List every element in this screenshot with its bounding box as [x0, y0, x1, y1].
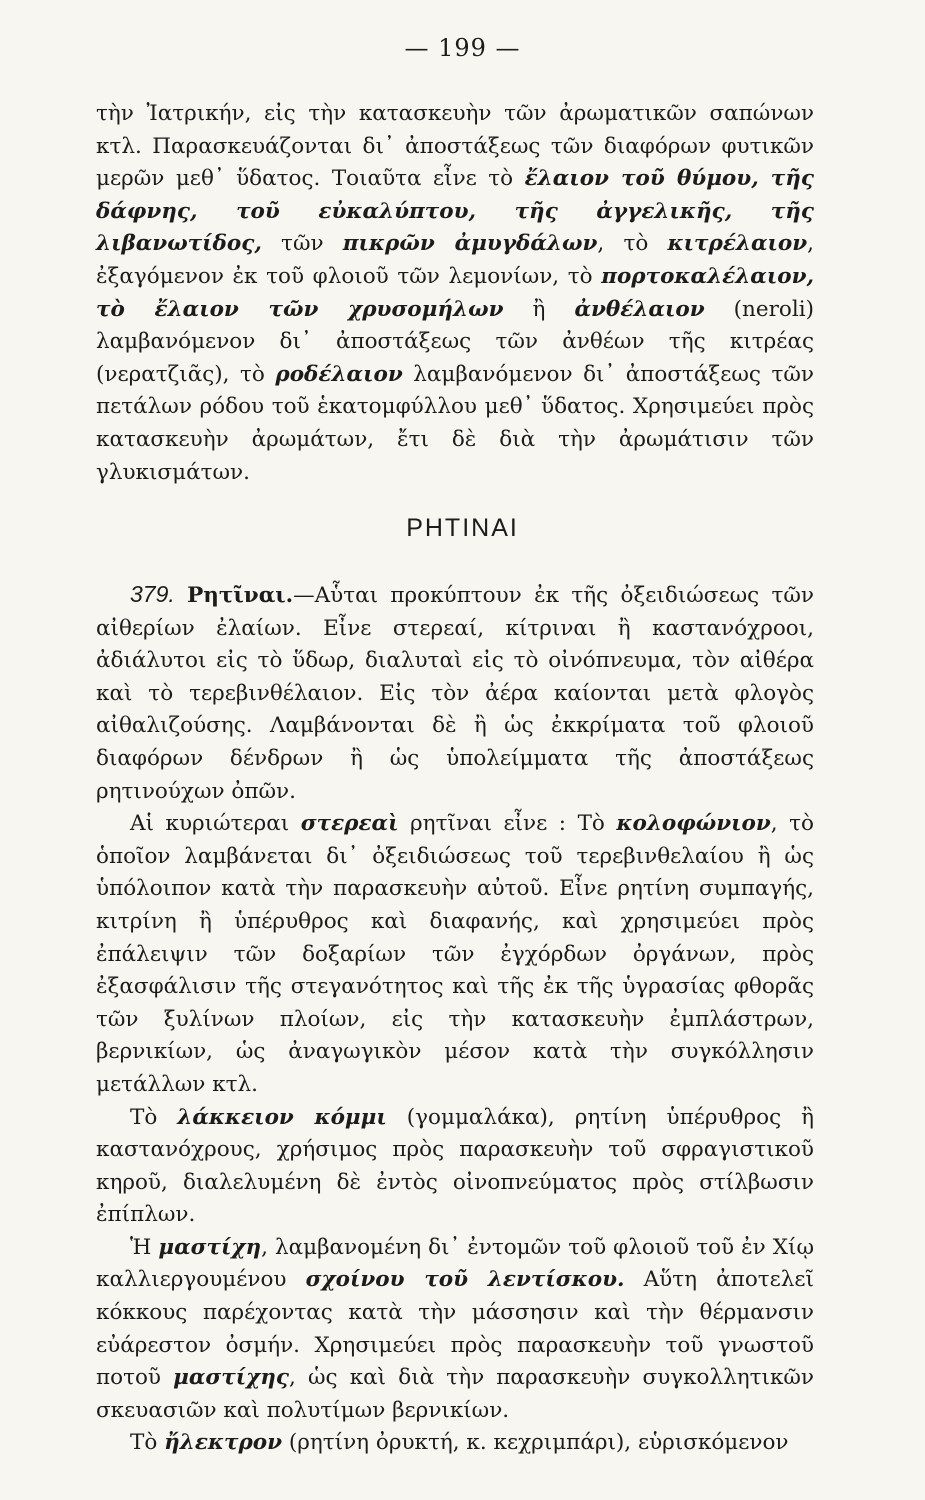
emphasis-text: ἤλεκτρον: [164, 1430, 283, 1456]
emphasis-text: σχοίνου τοῦ λεντίσκου.: [305, 1267, 625, 1293]
emphasis-text: κολοφώνιον: [616, 811, 771, 837]
section-number: 379.: [130, 581, 175, 607]
emphasis-text: λάκκειον κόμμι: [177, 1104, 387, 1130]
emphasis-text: στερεαὶ: [300, 811, 399, 837]
section-title: Ρητῖναι.: [187, 583, 294, 608]
paragraph-mastic: Ἡ μαστίχη, λαμβανομένη δι᾽ ἐντομῶν τοῦ φλοιοῦ τοῦ ἐν Χίῳ καλλιεργουμένου σχοίνου τοῦ λεντίσκου. Αὕτη ἀποτελεῖ κόκκους παρέχοντας κατὰ τὴν μάσσησιν καὶ τὴν θέρμανσιν εὐάρεστον ὀσμήν. Χρησιμεύει πρὸς παρασκευὴν τοῦ γνωστοῦ ποτοῦ μαστίχης, ὡς καὶ διὰ τὴν παρασκευὴν συγκολλητικῶν σκευασιῶν καὶ πολυτίμων βερνικίων.: [96, 1234, 815, 1423]
page-number: — 199 —: [404, 34, 521, 62]
paragraph-essential-oils: τὴν Ἰατρικήν, εἰς τὴν κατασκευὴν τῶν ἀρωματικῶν σαπώνων κτλ. Παρασκευάζονται δι᾽ ἀποστάξεως τῶν διαφόρων φυτικῶν μερῶν μεθ᾽ ὕδατος. Τοιαῦτα εἶνε τὸ ἔλαιον τοῦ θύμου, τῆς δάφνης, τοῦ εὐκαλύπτου, τῆς ἀγγελικῆς, τῆς λιβανωτίδος, τῶν πικρῶν ἀμυγδάλων, τὸ κιτρέλαιον, ἐξαγόμενον ἐκ τοῦ φλοιοῦ τῶν λεμονίων, τὸ πορτοκαλέλαιον, τὸ ἔλαιον τῶν χρυσομήλων ἢ ἀνθέλαιον (neroli) λαμβανόμενον δι᾽ ἀποστάξεως τῶν ἀνθέων τῆς κιτρέας (νερατζιᾶς), τὸ ροδέλαιον λαμβανόμενον δι᾽ ἀποστάξεως τῶν πετάλων ρόδου τοῦ ἑκατομφύλλου μεθ᾽ ὕδατος. Χρησιμεύει πρὸς κατασκευὴν ἀρωμάτων, ἔτι δὲ διὰ τὴν ἀρωμάτισιν τῶν γλυκισμάτων.: [96, 101, 815, 485]
emphasis-text: πορτοκαλέλαιον, τὸ ἔλαιον τῶν χρυσομήλων: [96, 263, 814, 322]
emphasis-text: ἀνθέλαιον: [574, 296, 705, 322]
paragraph-solid-resins: Αἱ κυριώτεραι στερεαὶ ρητῖναι εἶνε : Τὸ κολοφώνιον, τὸ ὁποῖον λαμβάνεται δι᾽ ὀξειδιώσεως τοῦ τερεβινθελαίου ἢ ὡς ὑπόλοιπον κατὰ τὴν παρασκευὴν αὐτοῦ. Εἶνε ρητίνη συμπαγής, κιτρίνη ἢ ὑπέρυθρος καὶ διαφανής, καὶ χρησιμεύει πρὸς ἐπάλειψιν τῶν δοξαρίων τῶν ἐγχόρδων ὀργάνων, πρὸς ἐξασφάλισιν τῆς στεγανότητος καὶ τῆς ἐκ τῆς ὑγρασίας φθορᾶς τῶν ξυλίνων πλοίων, εἰς τὴν κατασκευὴν ἐμπλάστρων, βερνικίων, ὡς ἀναγωγικὸν μέσον κατὰ τὴν συγκόλλησιν μετάλλων κτλ.: [96, 811, 814, 1097]
emphasis-text: πικρῶν ἀμυγδάλων: [342, 231, 598, 257]
paragraph-resins-intro: 379. Ρητῖναι.—Αὗται προκύπτουν ἐκ τῆς ὀξειδιώσεως τῶν αἰθερίων ἐλαίων. Εἶνε στερεαί, κίτριναι ἢ καστανόχροοι, ἀδιάλυτοι εἰς τὸ ὕδωρ, διαλυταὶ εἰς τὸ οἰνόπνευμα, τὸν αἰθέρα καὶ τὸ τερεβινθέλαιον. Εἰς τὸν ἀέρα καίονται μετὰ φλογὸς αἰθαλιζούσης. Λαμβάνονται δὲ ἢ ὡς ἐκκρίματα τοῦ φλοιοῦ διαφόρων δένδρων ἢ ὡς ὑπολείμματα τῆς ἀποστάξεως ρητινούχων ὀπῶν.: [96, 581, 814, 804]
emphasis-text: μαστίχη: [158, 1234, 262, 1260]
paragraph-shellac: Τὸ λάκκειον κόμμι (γομμαλάκα), ρητίνη ὑπέρυθρος ἢ καστανόχρους, χρήσιμος πρὸς παρασκευὴν τοῦ σφραγιστικοῦ κηροῦ, διαλελυμένη δὲ ἐντὸς οἰνοπνεύματος πρὸς στίλβωσιν ἐπίπλων.: [96, 1104, 814, 1228]
emphasis-text: ἔλαιον τοῦ θύμου, τῆς δάφνης, τοῦ εὐκαλύπτου, τῆς ἀγγελικῆς, τῆς λιβανωτίδος,: [96, 166, 814, 257]
section-heading: ΡΗΤΙΝΑΙ: [406, 514, 519, 542]
emphasis-text: μαστίχης: [173, 1365, 290, 1391]
emphasis-text: κιτρέλαιον: [667, 231, 808, 257]
essential-oils-text: [96, 98, 814, 489]
emphasis-text: ροδέλαιον: [275, 361, 403, 387]
resins-text: [96, 578, 814, 1460]
paragraph-amber: Τὸ ἤλεκτρον (ρητίνη ὀρυκτή, κ. κεχριμπάρι), εὑρισκόμενον: [130, 1430, 789, 1456]
